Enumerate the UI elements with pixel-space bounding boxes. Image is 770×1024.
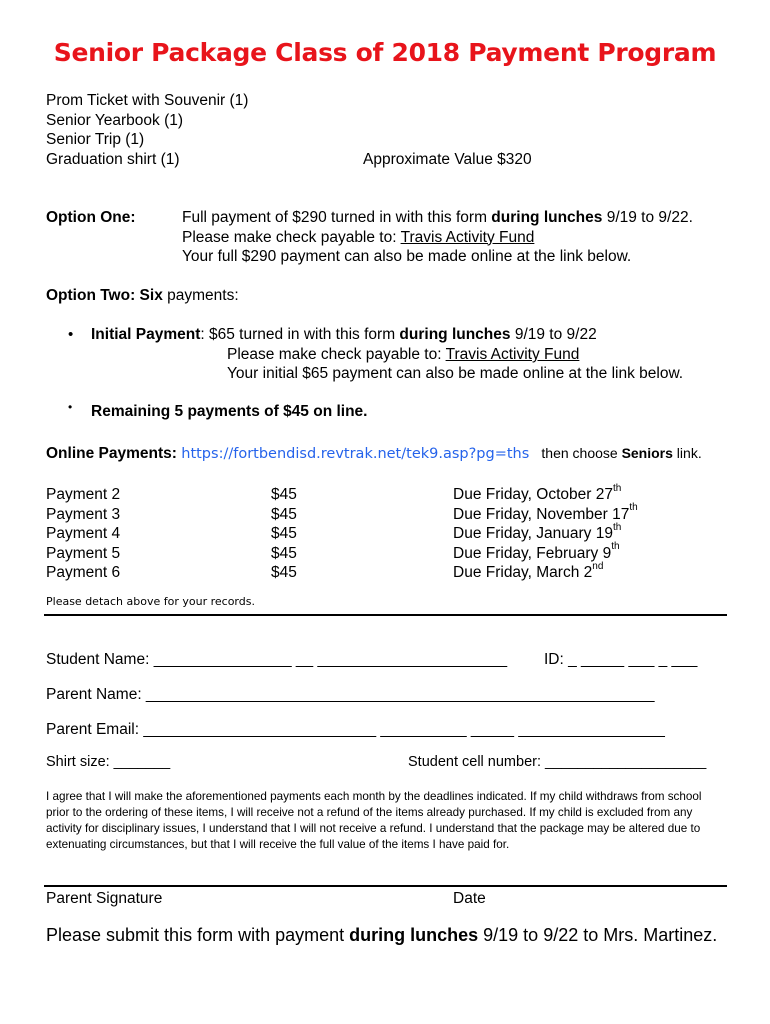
student-name-field[interactable]: Student Name: ________________ __ ______________________ <box>46 651 508 668</box>
parent-name-field[interactable]: Parent Name: ___________________________________________________________ <box>46 686 655 703</box>
option-one-details <box>182 208 693 267</box>
agreement-text: I agree that I will make the aforementioned payments each month by the deadlines indicated. If my child withdraws from school prior to the ordering of these items, I will receive not a refund of the items already purchased. If my child is excluded from any activity for disciplinary issues, I understand that I will not receive a refund. I understand that the package may be altered due to extenuating circumstances, but that I will receive the full value of the items I have paid for. <box>46 790 702 851</box>
payment-due: Due Friday, November 17th <box>453 502 638 523</box>
option-one-line2: Please make check payable to: Travis Activity Fund <box>182 228 535 246</box>
approximate-value: Approximate Value $320 <box>363 151 532 168</box>
option-one-label: Option One: <box>46 209 136 226</box>
payment-amount: $45 <box>271 544 297 562</box>
initial-payment-line3: Your initial $65 payment can also be made online at the link below. <box>227 365 684 382</box>
remaining-payments: Remaining 5 payments of $45 on line. <box>91 403 368 420</box>
payment-amount: $45 <box>271 486 297 503</box>
payment-name: Payment 5 <box>46 544 121 562</box>
payment-name: Payment 6 <box>46 564 121 581</box>
student-cell-field[interactable]: Student cell number: ____________________ <box>408 754 707 770</box>
parent-signature-label: Parent Signature <box>46 890 163 907</box>
payment-amount: $45 <box>271 564 297 581</box>
package-item: Graduation shirt (1) <box>46 150 180 168</box>
payment-name: Payment 3 <box>46 505 121 523</box>
payment-amount: $45 <box>271 505 297 523</box>
package-item: Prom Ticket with Souvenir (1) <box>46 92 249 109</box>
option-two-label: Option Two: Six payments: <box>46 287 239 304</box>
parent-email-field[interactable]: Parent Email: ___________________________ __________ _____ _________________ <box>46 721 665 738</box>
package-item-list <box>46 91 248 169</box>
bullet-icon: • <box>68 400 73 414</box>
payment-schedule-due-dates <box>453 482 638 583</box>
payment-link[interactable]: https://fortbendisd.revtrak.net/tek9.asp?pg=ths <box>181 446 530 462</box>
bullet-icon: • <box>68 326 74 343</box>
payee-name: Travis Activity Fund <box>400 228 535 246</box>
payment-name: Payment 2 <box>46 486 121 503</box>
page-title: Senior Package Class of 2018 Payment Program <box>53 38 717 67</box>
detach-note: Please detach above for your records. <box>46 595 255 608</box>
option-one-line3: Your full $290 payment can also be made online at the link below. <box>182 248 632 265</box>
payment-due: Due Friday, March 2nd <box>453 560 604 581</box>
payment-schedule-names <box>46 485 120 583</box>
package-item: Senior Yearbook (1) <box>46 111 184 129</box>
payment-name: Payment 4 <box>46 525 121 542</box>
payment-due: Due Friday, February 9th <box>453 541 620 562</box>
payment-amount: $45 <box>271 525 297 542</box>
initial-payment-line1: Initial Payment: $65 turned in with this form during lunches 9/19 to 9/22 <box>91 326 597 343</box>
submit-instructions: Please submit this form with payment during lunches 9/19 to 9/22 to Mrs. Martinez. <box>46 925 718 945</box>
online-payments-label: Online Payments: <box>46 445 177 462</box>
payment-due: Due Friday, October 27th <box>453 482 622 503</box>
signature-line[interactable] <box>44 885 727 887</box>
payment-due: Due Friday, January 19th <box>453 521 622 542</box>
online-payments-line: Online Payments: https://fortbendisd.revtrak.net/tek9.asp?pg=ths then choose Seniors link. <box>46 445 702 462</box>
student-id-field[interactable]: ID: _ _____ ___ _ ___ <box>544 651 698 668</box>
date-label: Date <box>453 890 486 907</box>
detach-divider <box>44 614 727 616</box>
package-item: Senior Trip (1) <box>46 131 145 148</box>
payee-name: Travis Activity Fund <box>445 346 580 363</box>
option-one-line1: Full payment of $290 turned in with this form during lunches 9/19 to 9/22. <box>182 209 693 226</box>
initial-payment-line2: Please make check payable to: Travis Activity Fund <box>227 346 580 363</box>
shirt-size-field[interactable]: Shirt size: _______ <box>46 754 171 770</box>
payment-schedule-amounts <box>271 485 297 583</box>
